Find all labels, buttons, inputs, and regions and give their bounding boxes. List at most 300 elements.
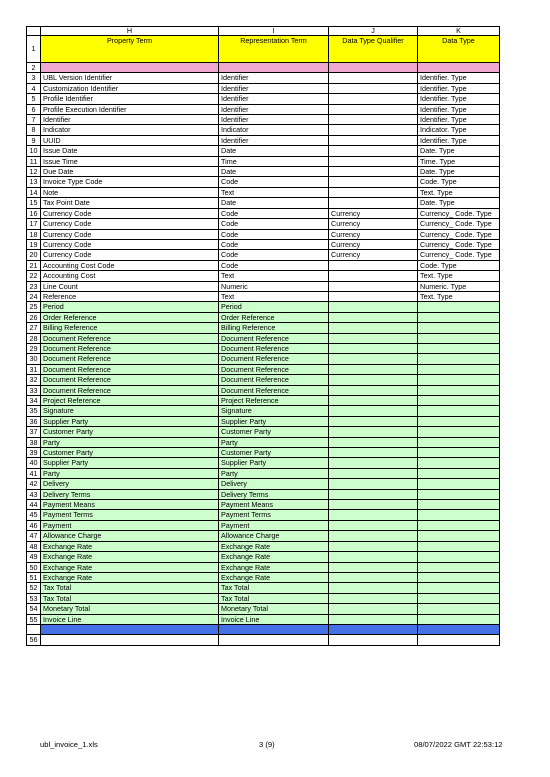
cell-data-type-qualifier[interactable] — [329, 177, 418, 187]
cell-property-term[interactable]: Issue Time — [41, 156, 219, 166]
cell-data-type[interactable]: Identifier. Type — [418, 104, 500, 114]
row-number: 1 — [27, 36, 41, 63]
cell-data-type-qualifier[interactable] — [329, 604, 418, 614]
cell-data-type-qualifier[interactable] — [329, 354, 418, 364]
cell-property-term[interactable]: Currency Code — [41, 229, 219, 239]
cell-property-term[interactable]: Document Reference — [41, 364, 219, 374]
row-number: 26 — [27, 312, 41, 322]
cell-data-type[interactable]: Code. Type — [418, 260, 500, 270]
cell-representation-term[interactable]: Billing Reference — [219, 323, 329, 333]
cell-data-type[interactable]: Code. Type — [418, 177, 500, 187]
cell-data-type-qualifier[interactable] — [329, 510, 418, 520]
cell-data-type[interactable] — [418, 635, 500, 645]
cell-representation-term[interactable]: Supplier Party — [219, 458, 329, 468]
cell-representation-term[interactable]: Text — [219, 187, 329, 197]
table-row — [27, 427, 500, 437]
cell-data-type[interactable]: Identifier. Type — [418, 94, 500, 104]
cell-representation-term[interactable]: Text — [219, 291, 329, 301]
row-number: 39 — [27, 448, 41, 458]
cell-property-term[interactable]: Signature — [41, 406, 219, 416]
table-row — [27, 302, 500, 312]
row-number: 7 — [27, 115, 41, 125]
cell-representation-term[interactable]: Payment Terms — [219, 510, 329, 520]
cell-data-type[interactable] — [418, 604, 500, 614]
cell-representation-term[interactable]: Date — [219, 167, 329, 177]
cell-data-type[interactable] — [418, 427, 500, 437]
row-number: 20 — [27, 250, 41, 260]
cell-representation-term[interactable]: Exchange Rate — [219, 552, 329, 562]
cell-data-type-qualifier[interactable] — [329, 385, 418, 395]
cell-data-type-qualifier[interactable]: Currency — [329, 219, 418, 229]
cell-property-term[interactable]: Payment Terms — [41, 510, 219, 520]
cell-data-type[interactable] — [418, 323, 500, 333]
cell-property-term[interactable]: Accounting Cost Code — [41, 260, 219, 270]
cell-data-type-qualifier[interactable] — [329, 323, 418, 333]
table-row — [27, 624, 500, 634]
cell-representation-term[interactable] — [219, 635, 329, 645]
table-row — [27, 343, 500, 353]
cell-data-type-qualifier[interactable] — [329, 416, 418, 426]
cell-property-term[interactable]: Supplier Party — [41, 458, 219, 468]
row-number: 47 — [27, 531, 41, 541]
cell-representation-term[interactable]: Exchange Rate — [219, 562, 329, 572]
cell-representation-term[interactable]: Date — [219, 146, 329, 156]
cell-property-term[interactable]: Period — [41, 302, 219, 312]
cell-property-term[interactable]: Tax Total — [41, 583, 219, 593]
cell-data-type[interactable]: Indicator. Type — [418, 125, 500, 135]
cell-data-type[interactable] — [418, 531, 500, 541]
cell-data-type-qualifier[interactable] — [329, 73, 418, 83]
cell-data-type-qualifier[interactable] — [329, 541, 418, 551]
cell-property-term[interactable]: Line Count — [41, 281, 219, 291]
header-row — [27, 36, 500, 63]
row-number: 46 — [27, 520, 41, 530]
cell-property-term[interactable]: Currency Code — [41, 250, 219, 260]
cell-representation-term[interactable]: Identifier — [219, 135, 329, 145]
cell-property-term[interactable]: Document Reference — [41, 333, 219, 343]
table-row — [27, 510, 500, 520]
cell-data-type-qualifier[interactable] — [329, 448, 418, 458]
cell-data-type[interactable] — [418, 375, 500, 385]
cell-property-term[interactable]: Order Reference — [41, 312, 219, 322]
cell-data-type[interactable] — [418, 448, 500, 458]
cell-property-term[interactable]: Customer Party — [41, 427, 219, 437]
cell-property-term[interactable]: Payment — [41, 520, 219, 530]
cell-property-term[interactable]: Exchange Rate — [41, 572, 219, 582]
cell-data-type-qualifier[interactable] — [329, 94, 418, 104]
cell-representation-term[interactable]: Order Reference — [219, 312, 329, 322]
cell-property-term[interactable]: Document Reference — [41, 375, 219, 385]
cell-representation-term[interactable]: Exchange Rate — [219, 572, 329, 582]
cell-data-type[interactable]: Identifier. Type — [418, 83, 500, 93]
cell-property-term[interactable]: UBL Version Identifier — [41, 73, 219, 83]
cell-data-type-qualifier[interactable] — [329, 281, 418, 291]
cell-data-type[interactable] — [418, 510, 500, 520]
cell-data-type[interactable] — [418, 333, 500, 343]
cell-representation-term[interactable]: Code — [219, 208, 329, 218]
cell-data-type[interactable] — [418, 500, 500, 510]
table-row — [27, 583, 500, 593]
cell-property-term[interactable]: Customization Identifier — [41, 83, 219, 93]
header-cell-property-term: Property Term — [41, 36, 219, 63]
cell-data-type[interactable] — [418, 583, 500, 593]
row-number: 38 — [27, 437, 41, 447]
table-row — [27, 229, 500, 239]
row-number: 30 — [27, 354, 41, 364]
cell-representation-term[interactable]: Exchange Rate — [219, 541, 329, 551]
cell-property-term[interactable]: Profile Execution Identifier — [41, 104, 219, 114]
cell-property-term[interactable]: Exchange Rate — [41, 552, 219, 562]
table-row — [27, 198, 500, 208]
cell-data-type[interactable] — [418, 416, 500, 426]
table-row — [27, 187, 500, 197]
table-body — [27, 63, 500, 646]
cell-data-type[interactable]: Identifier. Type — [418, 73, 500, 83]
cell-property-term[interactable]: Supplier Party — [41, 416, 219, 426]
cell-data-type[interactable] — [418, 437, 500, 447]
table-row — [27, 448, 500, 458]
cell-data-type[interactable] — [418, 489, 500, 499]
table-row — [27, 541, 500, 551]
row-number: 33 — [27, 385, 41, 395]
cell-property-term[interactable]: Currency Code — [41, 208, 219, 218]
table-row — [27, 156, 500, 166]
row-number: 9 — [27, 135, 41, 145]
cell-representation-term[interactable]: Code — [219, 260, 329, 270]
cell-data-type[interactable]: Identifier. Type — [418, 135, 500, 145]
row-number: 34 — [27, 396, 41, 406]
table-row — [27, 115, 500, 125]
cell-representation-term[interactable]: Document Reference — [219, 333, 329, 343]
cell-data-type-qualifier[interactable] — [329, 552, 418, 562]
cell-data-type-qualifier[interactable] — [329, 458, 418, 468]
cell-representation-term[interactable]: Allowance Charge — [219, 531, 329, 541]
row-number: 23 — [27, 281, 41, 291]
row-number: 43 — [27, 489, 41, 499]
cell-property-term[interactable]: UUID — [41, 135, 219, 145]
cell-representation-term[interactable]: Delivery — [219, 479, 329, 489]
cell-representation-term[interactable]: Code — [219, 219, 329, 229]
cell-property-term[interactable]: Note — [41, 187, 219, 197]
cell-data-type-qualifier[interactable] — [329, 396, 418, 406]
table-row — [27, 177, 500, 187]
table-row — [27, 94, 500, 104]
cell-data-type[interactable]: Numeric. Type — [418, 281, 500, 291]
table-row — [27, 354, 500, 364]
cell-representation-term[interactable]: Monetary Total — [219, 604, 329, 614]
cell-property-term[interactable]: Profile Identifier — [41, 94, 219, 104]
cell-property-term[interactable]: Invoice Line — [41, 614, 219, 624]
cell-data-type[interactable]: Text. Type — [418, 187, 500, 197]
cell-representation-term[interactable]: Party — [219, 437, 329, 447]
cell-data-type-qualifier[interactable] — [329, 198, 418, 208]
row-number: 50 — [27, 562, 41, 572]
cell-data-type-qualifier[interactable] — [329, 583, 418, 593]
cell-property-term[interactable] — [41, 63, 219, 73]
cell-representation-term[interactable]: Tax Total — [219, 583, 329, 593]
table-row — [27, 219, 500, 229]
cell-data-type-qualifier[interactable] — [329, 531, 418, 541]
cell-property-term[interactable]: Invoice Type Code — [41, 177, 219, 187]
cell-data-type-qualifier[interactable] — [329, 437, 418, 447]
cell-data-type[interactable] — [418, 520, 500, 530]
cell-data-type[interactable]: Text. Type — [418, 271, 500, 281]
cell-representation-term[interactable]: Document Reference — [219, 354, 329, 364]
cell-data-type-qualifier[interactable] — [329, 624, 418, 634]
cell-representation-term[interactable]: Signature — [219, 406, 329, 416]
cell-data-type[interactable]: Currency_ Code. Type — [418, 239, 500, 249]
cell-data-type[interactable] — [418, 624, 500, 634]
table-row — [27, 572, 500, 582]
row-number: 41 — [27, 468, 41, 478]
cell-data-type[interactable] — [418, 63, 500, 73]
row-number: 53 — [27, 593, 41, 603]
cell-property-term[interactable]: Monetary Total — [41, 604, 219, 614]
cell-data-type[interactable] — [418, 364, 500, 374]
cell-property-term[interactable]: Issue Date — [41, 146, 219, 156]
cell-data-type-qualifier[interactable] — [329, 271, 418, 281]
cell-representation-term[interactable]: Document Reference — [219, 385, 329, 395]
cell-representation-term[interactable]: Code — [219, 229, 329, 239]
cell-representation-term[interactable]: Project Reference — [219, 396, 329, 406]
table-row — [27, 312, 500, 322]
cell-data-type[interactable]: Date. Type — [418, 198, 500, 208]
cell-representation-term[interactable]: Document Reference — [219, 364, 329, 374]
cell-representation-term[interactable]: Code — [219, 250, 329, 260]
cell-representation-term[interactable]: Indicator — [219, 125, 329, 135]
cell-property-term[interactable]: Reference — [41, 291, 219, 301]
cell-property-term[interactable]: Currency Code — [41, 239, 219, 249]
cell-data-type[interactable] — [418, 385, 500, 395]
cell-data-type-qualifier[interactable]: Currency — [329, 208, 418, 218]
cell-data-type-qualifier[interactable] — [329, 187, 418, 197]
row-number: 3 — [27, 73, 41, 83]
cell-property-term[interactable]: Document Reference — [41, 354, 219, 364]
column-header: I — [219, 27, 329, 36]
cell-data-type-qualifier[interactable] — [329, 63, 418, 73]
cell-data-type-qualifier[interactable]: Currency — [329, 239, 418, 249]
row-number — [27, 624, 41, 634]
cell-representation-term[interactable]: Invoice Line — [219, 614, 329, 624]
row-number: 18 — [27, 229, 41, 239]
row-number: 36 — [27, 416, 41, 426]
cell-representation-term[interactable]: Party — [219, 468, 329, 478]
cell-data-type[interactable] — [418, 552, 500, 562]
row-number: 2 — [27, 63, 41, 73]
cell-data-type[interactable] — [418, 302, 500, 312]
cell-data-type-qualifier[interactable] — [329, 135, 418, 145]
cell-property-term[interactable] — [41, 635, 219, 645]
row-number: 56 — [27, 635, 41, 645]
cell-data-type-qualifier[interactable] — [329, 489, 418, 499]
cell-representation-term[interactable]: Tax Total — [219, 593, 329, 603]
header-cell-data-type-qualifier: Data Type Qualifier — [329, 36, 418, 63]
cell-property-term[interactable]: Allowance Charge — [41, 531, 219, 541]
row-number: 51 — [27, 572, 41, 582]
cell-data-type[interactable]: Identifier. Type — [418, 115, 500, 125]
table-row — [27, 208, 500, 218]
cell-representation-term[interactable]: Identifier — [219, 83, 329, 93]
row-number: 4 — [27, 83, 41, 93]
cell-representation-term[interactable]: Numeric — [219, 281, 329, 291]
table-row — [27, 83, 500, 93]
cell-representation-term[interactable]: Customer Party — [219, 427, 329, 437]
cell-data-type[interactable]: Currency_ Code. Type — [418, 219, 500, 229]
row-number: 22 — [27, 271, 41, 281]
cell-data-type-qualifier[interactable] — [329, 593, 418, 603]
row-number: 44 — [27, 500, 41, 510]
cell-representation-term[interactable] — [219, 624, 329, 634]
cell-data-type-qualifier[interactable] — [329, 125, 418, 135]
cell-property-term[interactable]: Indicator — [41, 125, 219, 135]
cell-data-type[interactable]: Currency_ Code. Type — [418, 208, 500, 218]
cell-data-type-qualifier[interactable] — [329, 500, 418, 510]
table-row — [27, 271, 500, 281]
cell-data-type-qualifier[interactable] — [329, 427, 418, 437]
row-number: 31 — [27, 364, 41, 374]
cell-data-type[interactable] — [418, 572, 500, 582]
cell-data-type[interactable] — [418, 541, 500, 551]
cell-property-term[interactable]: Document Reference — [41, 343, 219, 353]
cell-data-type[interactable]: Currency_ Code. Type — [418, 229, 500, 239]
cell-data-type[interactable] — [418, 396, 500, 406]
cell-data-type-qualifier[interactable]: Currency — [329, 229, 418, 239]
cell-property-term[interactable]: Delivery — [41, 479, 219, 489]
table-row — [27, 552, 500, 562]
cell-representation-term[interactable]: Customer Party — [219, 448, 329, 458]
cell-representation-term[interactable]: Identifier — [219, 115, 329, 125]
cell-data-type-qualifier[interactable] — [329, 104, 418, 114]
cell-representation-term[interactable]: Payment — [219, 520, 329, 530]
cell-representation-term[interactable]: Time — [219, 156, 329, 166]
cell-representation-term[interactable]: Payment Means — [219, 500, 329, 510]
table-row — [27, 135, 500, 145]
row-number: 28 — [27, 333, 41, 343]
cell-data-type-qualifier[interactable] — [329, 260, 418, 270]
cell-data-type-qualifier[interactable] — [329, 520, 418, 530]
cell-representation-term[interactable]: Delivery Terms — [219, 489, 329, 499]
row-number: 6 — [27, 104, 41, 114]
row-number: 49 — [27, 552, 41, 562]
cell-representation-term[interactable]: Document Reference — [219, 375, 329, 385]
table-row — [27, 333, 500, 343]
row-number: 16 — [27, 208, 41, 218]
cell-property-term[interactable]: Exchange Rate — [41, 562, 219, 572]
cell-data-type[interactable] — [418, 406, 500, 416]
cell-data-type-qualifier[interactable] — [329, 562, 418, 572]
cell-property-term[interactable]: Tax Point Date — [41, 198, 219, 208]
cell-data-type[interactable] — [418, 354, 500, 364]
cell-property-term[interactable]: Document Reference — [41, 385, 219, 395]
cell-property-term[interactable]: Delivery Terms — [41, 489, 219, 499]
cell-representation-term[interactable]: Date — [219, 198, 329, 208]
cell-data-type[interactable] — [418, 468, 500, 478]
cell-data-type-qualifier[interactable] — [329, 635, 418, 645]
cell-representation-term[interactable]: Code — [219, 239, 329, 249]
cell-data-type-qualifier[interactable] — [329, 156, 418, 166]
cell-data-type[interactable] — [418, 614, 500, 624]
cell-property-term[interactable]: Tax Total — [41, 593, 219, 603]
cell-property-term[interactable]: Exchange Rate — [41, 541, 219, 551]
cell-data-type-qualifier[interactable] — [329, 333, 418, 343]
cell-data-type-qualifier[interactable] — [329, 312, 418, 322]
cell-representation-term[interactable]: Supplier Party — [219, 416, 329, 426]
header-cell-data-type: Data Type — [418, 36, 500, 63]
cell-data-type[interactable] — [418, 479, 500, 489]
cell-data-type[interactable]: Date. Type — [418, 146, 500, 156]
cell-data-type-qualifier[interactable] — [329, 614, 418, 624]
cell-data-type[interactable] — [418, 562, 500, 572]
table-row — [27, 396, 500, 406]
cell-property-term[interactable]: Project Reference — [41, 396, 219, 406]
cell-representation-term[interactable]: Period — [219, 302, 329, 312]
cell-data-type-qualifier[interactable] — [329, 375, 418, 385]
cell-data-type[interactable] — [418, 312, 500, 322]
cell-representation-term[interactable]: Identifier — [219, 94, 329, 104]
cell-data-type-qualifier[interactable] — [329, 468, 418, 478]
spreadsheet-table — [26, 26, 500, 646]
cell-data-type[interactable]: Date. Type — [418, 167, 500, 177]
cell-data-type[interactable]: Currency_ Code. Type — [418, 250, 500, 260]
cell-representation-term[interactable] — [219, 63, 329, 73]
cell-representation-term[interactable]: Text — [219, 271, 329, 281]
cell-data-type-qualifier[interactable]: Currency — [329, 250, 418, 260]
cell-data-type-qualifier[interactable] — [329, 302, 418, 312]
table-row — [27, 531, 500, 541]
cell-data-type[interactable]: Text. Type — [418, 291, 500, 301]
column-header-row — [27, 27, 500, 36]
cell-data-type[interactable]: Time. Type — [418, 156, 500, 166]
cell-data-type-qualifier[interactable] — [329, 115, 418, 125]
table-row — [27, 406, 500, 416]
cell-property-term[interactable]: Customer Party — [41, 448, 219, 458]
cell-data-type-qualifier[interactable] — [329, 146, 418, 156]
table-row — [27, 146, 500, 156]
cell-property-term[interactable]: Identifier — [41, 115, 219, 125]
cell-data-type[interactable] — [418, 343, 500, 353]
cell-representation-term[interactable]: Code — [219, 177, 329, 187]
cell-property-term[interactable]: Accounting Cost — [41, 271, 219, 281]
cell-representation-term[interactable]: Identifier — [219, 104, 329, 114]
column-header: H — [41, 27, 219, 36]
cell-data-type-qualifier[interactable] — [329, 167, 418, 177]
cell-data-type-qualifier[interactable] — [329, 291, 418, 301]
cell-property-term[interactable]: Party — [41, 437, 219, 447]
cell-data-type-qualifier[interactable] — [329, 343, 418, 353]
cell-data-type[interactable] — [418, 593, 500, 603]
cell-property-term[interactable]: Party — [41, 468, 219, 478]
cell-data-type-qualifier[interactable] — [329, 83, 418, 93]
cell-representation-term[interactable]: Identifier — [219, 73, 329, 83]
cell-property-term[interactable]: Payment Means — [41, 500, 219, 510]
row-number: 40 — [27, 458, 41, 468]
cell-data-type[interactable] — [418, 458, 500, 468]
cell-property-term[interactable]: Billing Reference — [41, 323, 219, 333]
table-row — [27, 239, 500, 249]
table-row — [27, 73, 500, 83]
cell-data-type-qualifier[interactable] — [329, 364, 418, 374]
cell-representation-term[interactable]: Document Reference — [219, 343, 329, 353]
row-number: 21 — [27, 260, 41, 270]
cell-data-type-qualifier[interactable] — [329, 479, 418, 489]
table-row — [27, 479, 500, 489]
cell-property-term[interactable]: Due Date — [41, 167, 219, 177]
cell-data-type-qualifier[interactable] — [329, 572, 418, 582]
cell-property-term[interactable] — [41, 624, 219, 634]
cell-property-term[interactable]: Currency Code — [41, 219, 219, 229]
cell-data-type-qualifier[interactable] — [329, 406, 418, 416]
row-number: 35 — [27, 406, 41, 416]
